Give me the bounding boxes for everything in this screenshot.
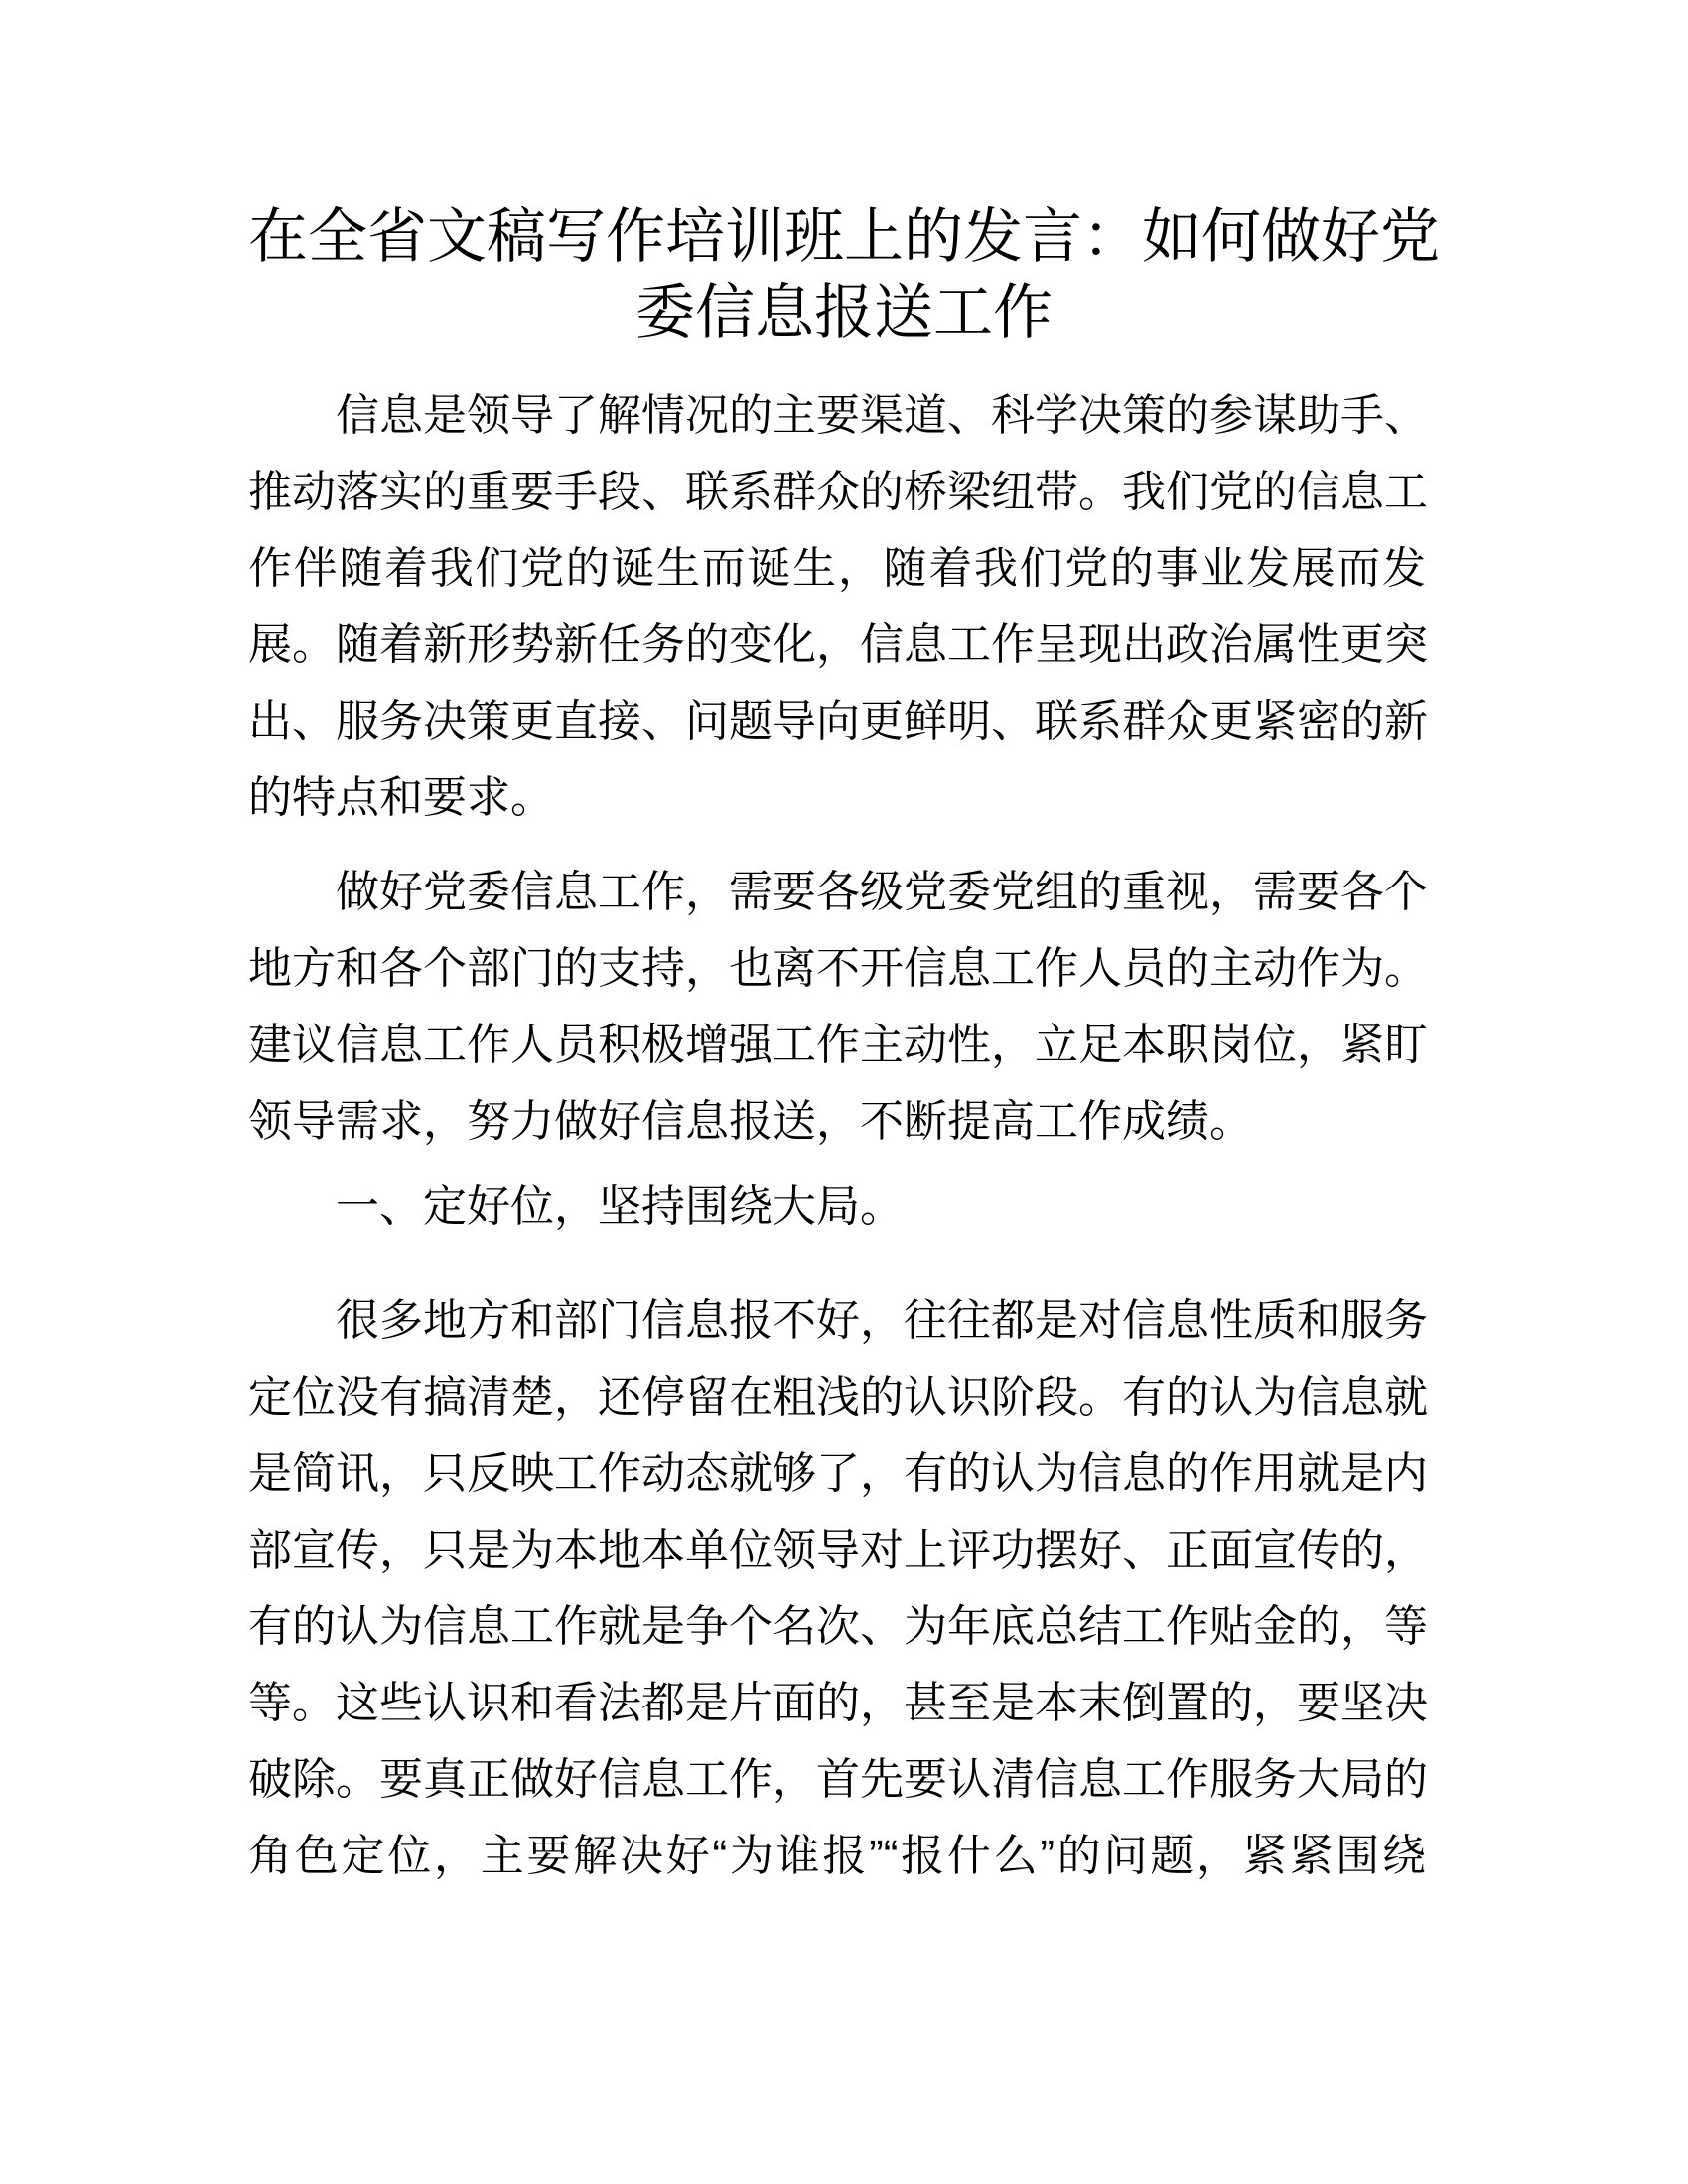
paragraph-recommendation [248, 854, 1426, 1160]
text-line: 破除。要真正做好信息工作，首先要认清信息工作服务大局的 [248, 1755, 1428, 1804]
title-line: 委信息报送工作 [635, 279, 1053, 345]
paragraph-section-one [248, 1283, 1426, 1894]
text-line: 出、服务决策更直接、问题导向更鲜明、联系群众更紧密的新 [248, 697, 1428, 746]
text-line: 推动落实的重要手段、联系群众的桥梁纽带。我们党的信息工 [248, 468, 1428, 516]
text-line: 做好党委信息工作，需要各级党委党组的重视，需要各个 [336, 868, 1428, 916]
text-line: 角色定位，主要解决好“为谁报”“报什么”的问题，紧紧围绕 [248, 1832, 1426, 1880]
text-line: 有的认为信息工作就是争个名次、为年底总结工作贴金的，等 [248, 1602, 1428, 1651]
text-line: 等。这些认识和看法都是片面的，甚至是本末倒置的，要坚决 [248, 1679, 1428, 1727]
text-line: 领导需求，努力做好信息报送，不断提高工作成绩。 [248, 1097, 1253, 1146]
text-line: 展。随着新形势新任务的变化，信息工作呈现出政治属性更突 [248, 620, 1428, 669]
title-line: 在全省文稿写作培训班上的发言：如何做好党 [248, 204, 1440, 270]
text-line: 定位没有搞清楚，还停留在粗浅的认识阶段。有的认为信息就 [248, 1373, 1428, 1422]
text-line: 很多地方和部门信息报不好，往往都是对信息性质和服务 [336, 1297, 1428, 1345]
heading-line: 一、定好位，坚持围绕大局。 [336, 1182, 904, 1231]
document-title [228, 200, 1460, 350]
text-line: 地方和各个部门的支持，也离不开信息工作人员的主动作为。 [248, 944, 1428, 993]
text-line: 作伴随着我们党的诞生而诞生，随着我们党的事业发展而发 [248, 544, 1426, 593]
text-line: 是简讯，只反映工作动态就够了，有的认为信息的作用就是内 [248, 1449, 1428, 1498]
text-line: 部宣传，只是为本地本单位领导对上评功摆好、正面宣传的， [248, 1526, 1428, 1574]
text-line: 的特点和要求。 [248, 773, 554, 822]
text-line: 建议信息工作人员积极增强工作主动性，立足本职岗位，紧盯 [248, 1021, 1428, 1069]
paragraph-intro [248, 377, 1426, 836]
text-line: 信息是领导了解情况的主要渠道、科学决策的参谋助手、 [336, 391, 1428, 440]
section-heading [248, 1168, 1426, 1245]
